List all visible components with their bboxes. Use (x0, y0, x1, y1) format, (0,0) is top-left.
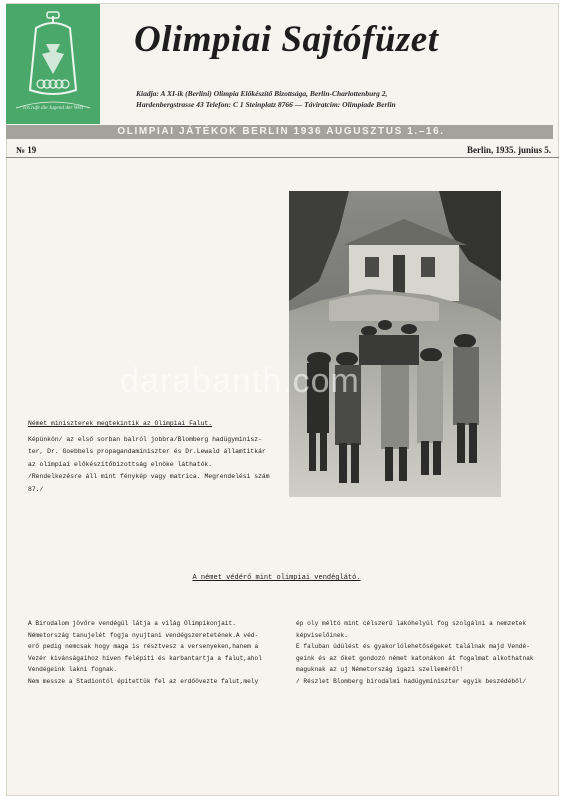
issue-date: Berlin, 1935. junius 5. (466, 145, 551, 155)
photo-caption (28, 418, 286, 496)
article-title: A német védérő mint olimpiai vendéglátó. (192, 574, 361, 582)
caption-line: /Rendelkezésre áll mint fénykép vagy matrica. Megrendelési szám (28, 473, 270, 480)
article-line: A Birodalom jövőre vendégül látja a világ Olimpikonjait. (28, 620, 236, 627)
caption-line: ter, Dr. Goebbels propagandaminiszter és Dr.Lewald államtitkár (28, 448, 266, 455)
article-line: Németország tanujelét fogja nyujtani vendégszeretetének.A véd- (28, 631, 259, 639)
article-line: E faluban üdülést és gyakorlólehetőségeket találnak majd Vendé- (296, 643, 530, 651)
issue-number: № 19 (16, 145, 37, 155)
caption-line: 87./ (28, 485, 44, 493)
caption-line: az olimpiai előkészítőbizottság elnöke láthatók. (28, 460, 213, 468)
caption-title: Német miniszterek megtekintik az Olimpiai Falut. (28, 420, 213, 427)
publisher-line-2: Hardenbergstrasse 43 Telefon: C 1 Steinplatz 8766 — Táviratcím: Olimpiade Berlin (136, 100, 396, 109)
article-line: erő pedig nemcsak hogy maga is résztvesz a versenyeken,hanem a (28, 643, 259, 651)
olympic-bell-logo (6, 4, 100, 124)
header-divider (6, 157, 559, 158)
photo-image (289, 191, 501, 497)
article-line: ép oly méltó mint célszerű lakóhelyül fog szolgálni a nemzetek (296, 620, 527, 627)
article-line: Nem messze a Stadiontól épitettük fel az erdőövezte falut,mely (28, 677, 259, 685)
article-line: geink és az őket gondozó német katonákon át fogalmat alkothatnak (296, 654, 534, 662)
article-line: képviselőinek. (296, 631, 348, 639)
article-line: maguknak az uj Németország igazi szelleméről! (296, 666, 464, 674)
publisher-line-1: Kiadja: A XI-ik (Berlini) Olimpia Előkészítő Bizottsága, Berlin-Charlottenburg 2, (136, 89, 388, 98)
publisher-info (136, 88, 548, 110)
article-line: Vendégeink lakni fognak. (28, 666, 118, 674)
news-photo (289, 191, 501, 497)
olympic-bell-icon (6, 4, 100, 124)
article-line: Vezér kivánságaihoz híven felépíti és karbantartja a falut,ahol (28, 654, 262, 662)
article-column-right (296, 618, 556, 688)
page-title: Olimpiai Sajtófüzet (134, 19, 439, 60)
logo-motto: Ich rufe die Jugend der Welt (23, 105, 83, 111)
caption-line: Képünkön/ az első sorban balról jobbra/Blomberg hadügyminisz- (28, 435, 262, 443)
article-column-left (28, 618, 274, 688)
article-line: / Részlet Blomberg birodalmi hadügyminiszter egyik beszédéből/ (296, 677, 527, 685)
banner-text: OLIMPIAI JÁTÉKOK BERLIN 1936 AUGUSZTUS 1.–16. (117, 126, 445, 137)
watermark: darabanth.com (120, 362, 360, 400)
